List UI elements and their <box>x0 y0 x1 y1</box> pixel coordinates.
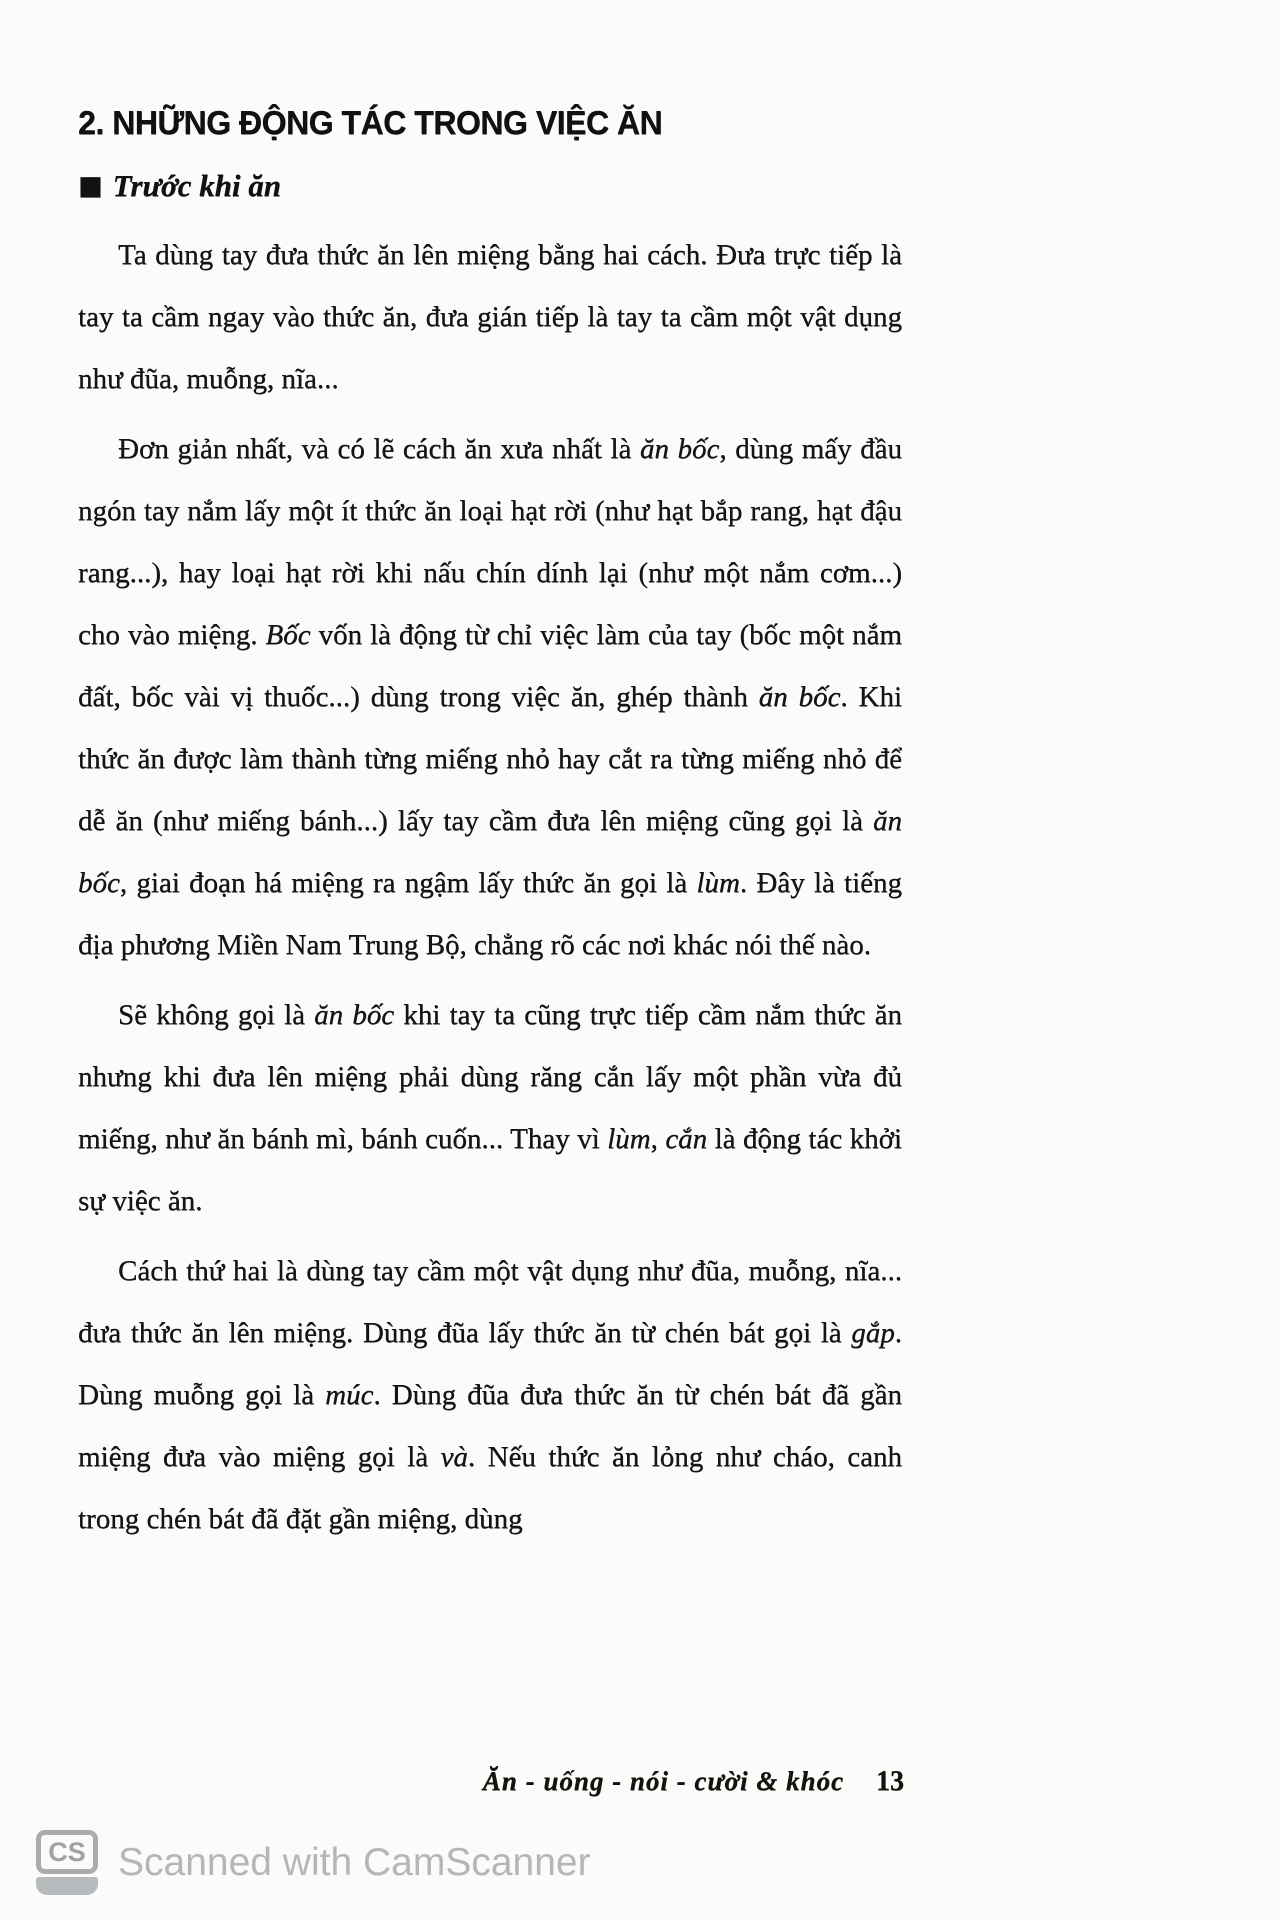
italic-term: ăn bốc <box>639 433 720 465</box>
paragraph <box>78 1240 902 1550</box>
running-title: Ăn - uống - nói - cười & khóc <box>482 1766 844 1796</box>
square-bullet-icon: ■ <box>78 171 103 201</box>
section-heading: 2. NHỮNG ĐỘNG TÁC TRONG VIỆC ĂN <box>78 104 663 141</box>
text-run: khi tay ta cũng trực tiếp cầm nắm thức ăn nhưng khi đưa lên miệng phải dùng răng cắn lấy một phần vừa đủ miếng, như ăn bánh mì, bánh cuốn... Thay vì <box>78 999 902 1155</box>
italic-term: Bốc <box>265 619 311 651</box>
text-run: vốn là động từ chỉ việc làm của tay (bốc một nắm đất, bốc vài vị thuốc...) dùng trong việc ăn, ghép thành <box>78 619 902 713</box>
page-footer <box>78 1766 904 1798</box>
text-run: Sẽ không gọi là <box>118 999 315 1031</box>
text-run: . Nếu thức ăn lỏng như cháo, canh trong chén bát đã đặt gần miệng, dùng <box>78 1441 903 1535</box>
italic-term: ăn bốc <box>78 805 902 899</box>
subsection-heading <box>78 168 281 204</box>
italic-term: múc <box>325 1379 374 1411</box>
text-run: , <box>650 1123 666 1155</box>
paragraph <box>78 418 902 976</box>
text-run: là động tác khởi sự việc ăn. <box>78 1123 902 1217</box>
text-run: Cách thứ hai là dùng tay cầm một vật dụng như đũa, muỗng, nĩa... đưa thức ăn lên miệng. Dùng đũa lấy thức ăn từ chén bát gọi là <box>78 1255 902 1349</box>
page-number: 13 <box>876 1766 904 1797</box>
camscanner-watermark <box>36 1830 591 1895</box>
text-run: . Khi thức ăn được làm thành từng miếng nhỏ hay cắt ra từng miếng nhỏ để dễ ăn (như miếng bánh...) lấy tay cầm đưa lên miệng cũng gọi là <box>78 681 903 837</box>
camscanner-logo-text: CS <box>36 1830 98 1874</box>
italic-term: cắn <box>665 1123 708 1155</box>
italic-term: gắp <box>851 1317 895 1349</box>
watermark-label: Scanned with CamScanner <box>118 1840 591 1884</box>
text-run: , dùng mấy đầu ngón tay nắm lấy một ít thức ăn loại hạt rời (như hạt bắp rang, hạt đậu rang...), hay loại hạt rời khi nấu chín dính lại (như một nắm cơm...) cho vào miệng. <box>78 433 902 651</box>
text-run: Ta dùng tay đưa thức ăn lên miệng bằng hai cách. Đưa trực tiếp là tay ta cầm ngay vào thức ăn, đưa gián tiếp là tay ta cầm một vật dụng như đũa, muỗng, nĩa... <box>78 239 902 395</box>
body-paragraphs <box>78 224 902 1558</box>
italic-term: ăn bốc <box>758 681 841 713</box>
italic-term: lùm <box>696 867 740 899</box>
camscanner-logo-base <box>36 1877 98 1895</box>
italic-term: và <box>440 1441 468 1473</box>
text-run: . Dùng muỗng gọi là <box>78 1317 902 1411</box>
text-run: Đơn giản nhất, và có lẽ cách ăn xưa nhất là <box>118 433 640 465</box>
italic-term: lùm <box>607 1123 651 1155</box>
italic-term: ăn bốc <box>314 999 395 1031</box>
camscanner-logo-icon <box>36 1830 98 1895</box>
text-run: . Dùng đũa đưa thức ăn từ chén bát đã gần miệng đưa vào miệng gọi là <box>78 1379 902 1473</box>
text-run: , giai đoạn há miệng ra ngậm lấy thức ăn gọi là <box>119 867 697 899</box>
paragraph <box>78 984 902 1232</box>
text-run: . Đây là tiếng địa phương Miền Nam Trung Bộ, chẳng rõ các nơi khác nói thế nào. <box>78 867 902 961</box>
paragraph <box>78 224 902 410</box>
subsection-heading-label: Trước khi ăn <box>112 168 281 203</box>
